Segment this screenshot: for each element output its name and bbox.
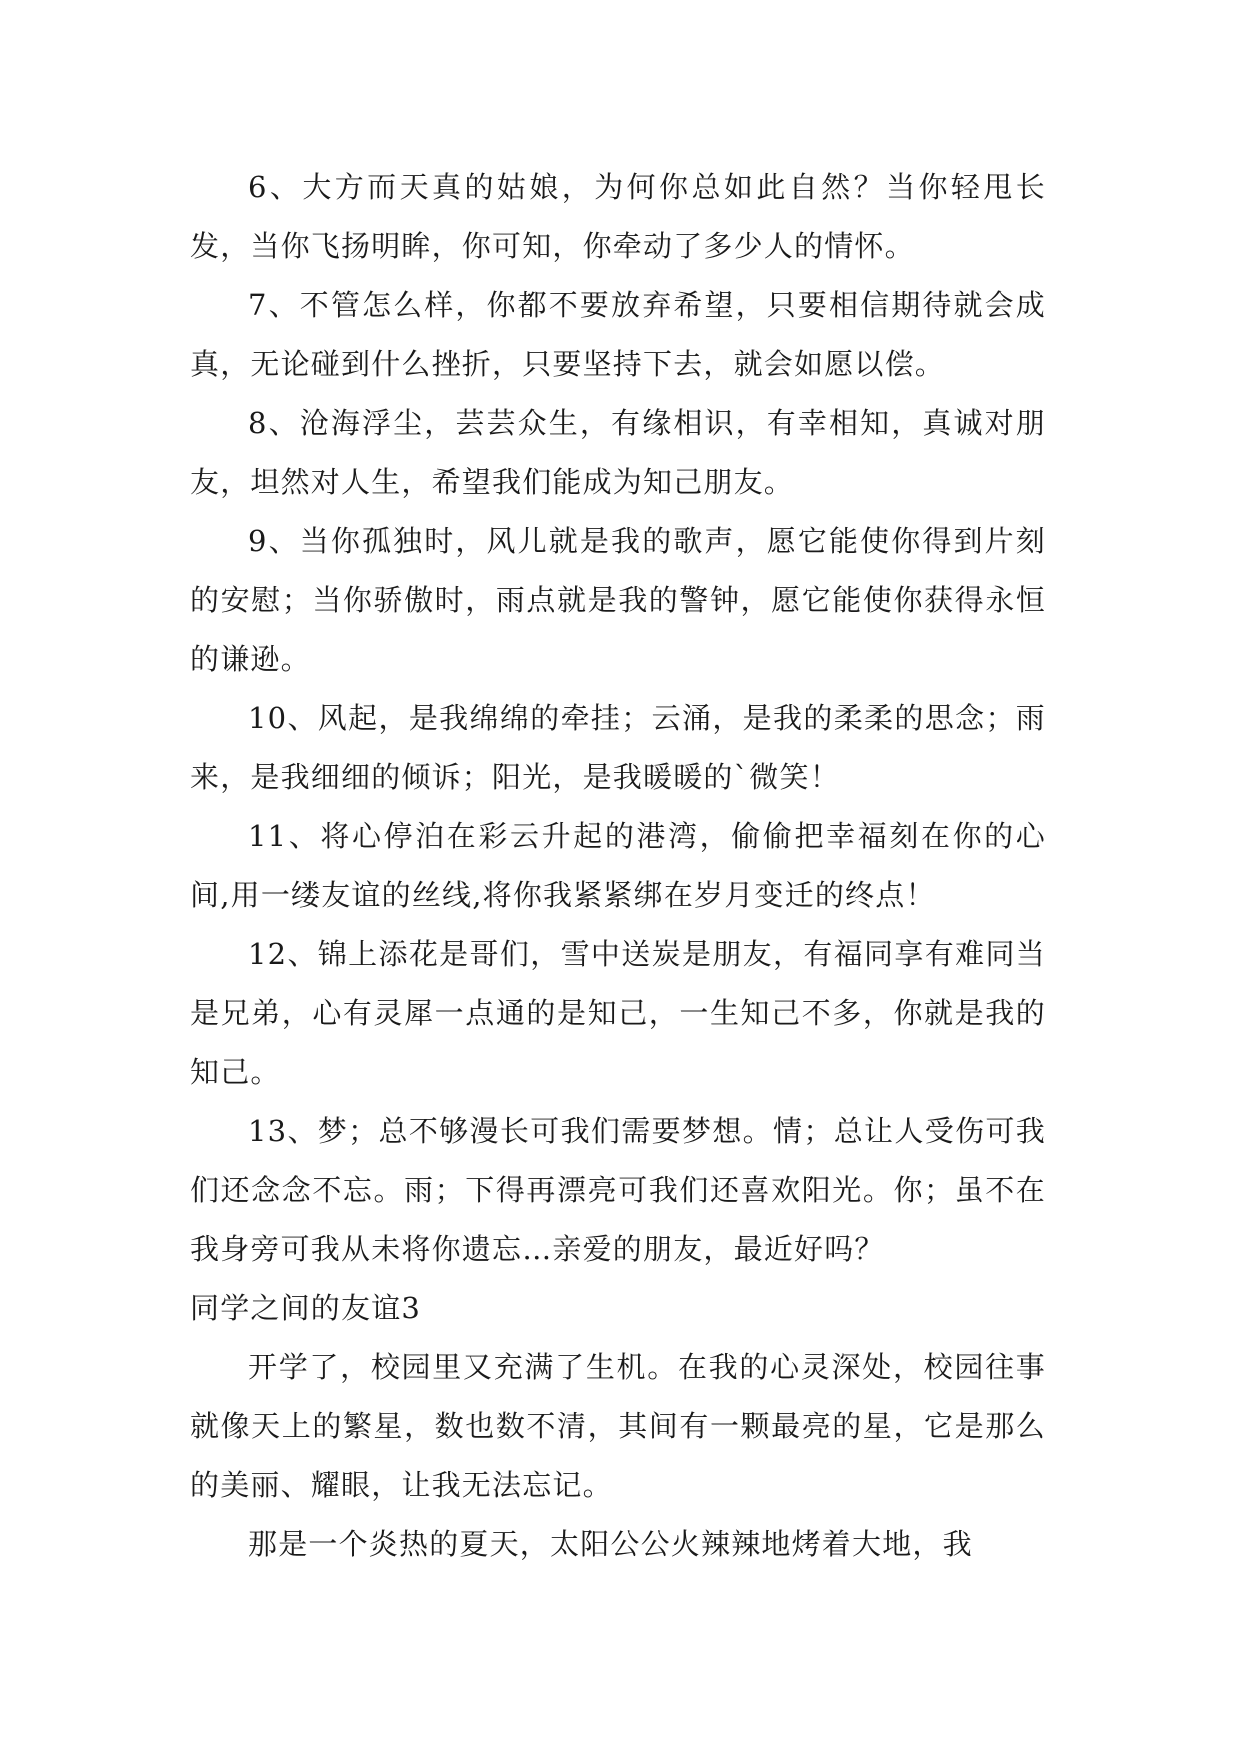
- body-paragraph-1: 开学了，校园里又充满了生机。在我的心灵深处，校园往事就像天上的繁星，数也数不清，其间有一颗最亮的星，它是那么的美丽、耀眼，让我无法忘记。: [190, 1350, 1046, 1502]
- document-page: [190, 158, 1046, 1574]
- paragraph-11: 11、将心停泊在彩云升起的港湾，偷偷把幸福刻在你的心间,用一缕友谊的丝线,将你我紧紧绑在岁月变迁的终点！: [190, 819, 1046, 912]
- paragraph-9: 9、当你孤独时，风儿就是我的歌声，愿它能使你得到片刻的安慰；当你骄傲时，雨点就是我的警钟，愿它能使你获得永恒的谦逊。: [190, 524, 1046, 676]
- paragraph-7: 7、不管怎么样，你都不要放弃希望，只要相信期待就会成真，无论碰到什么挫折，只要坚持下去，就会如愿以偿。: [190, 288, 1046, 381]
- paragraph-13: 13、梦；总不够漫长可我们需要梦想。情；总让人受伤可我们还念念不忘。雨；下得再漂亮可我们还喜欢阳光。你；虽不在我身旁可我从未将你遗忘…亲爱的朋友，最近好吗？: [190, 1114, 1046, 1266]
- paragraph-8: 8、沧海浮尘，芸芸众生，有缘相识，有幸相知，真诚对朋友，坦然对人生，希望我们能成为知己朋友。: [190, 406, 1046, 499]
- section-heading: 同学之间的友谊3: [190, 1291, 422, 1325]
- body-paragraph-2: 那是一个炎热的夏天，太阳公公火辣辣地烤着大地，我: [248, 1527, 973, 1561]
- paragraph-10: 10、风起，是我绵绵的牵挂；云涌，是我的柔柔的思念；雨来，是我细细的倾诉；阳光，是我暖暖的`微笑！: [190, 701, 1046, 794]
- paragraph-6: 6、大方而天真的姑娘，为何你总如此自然？当你轻甩长发，当你飞扬明眸，你可知，你牵动了多少人的情怀。: [190, 170, 1046, 263]
- paragraph-12: 12、锦上添花是哥们，雪中送炭是朋友，有福同享有难同当是兄弟，心有灵犀一点通的是知己，一生知己不多，你就是我的知己。: [190, 937, 1046, 1089]
